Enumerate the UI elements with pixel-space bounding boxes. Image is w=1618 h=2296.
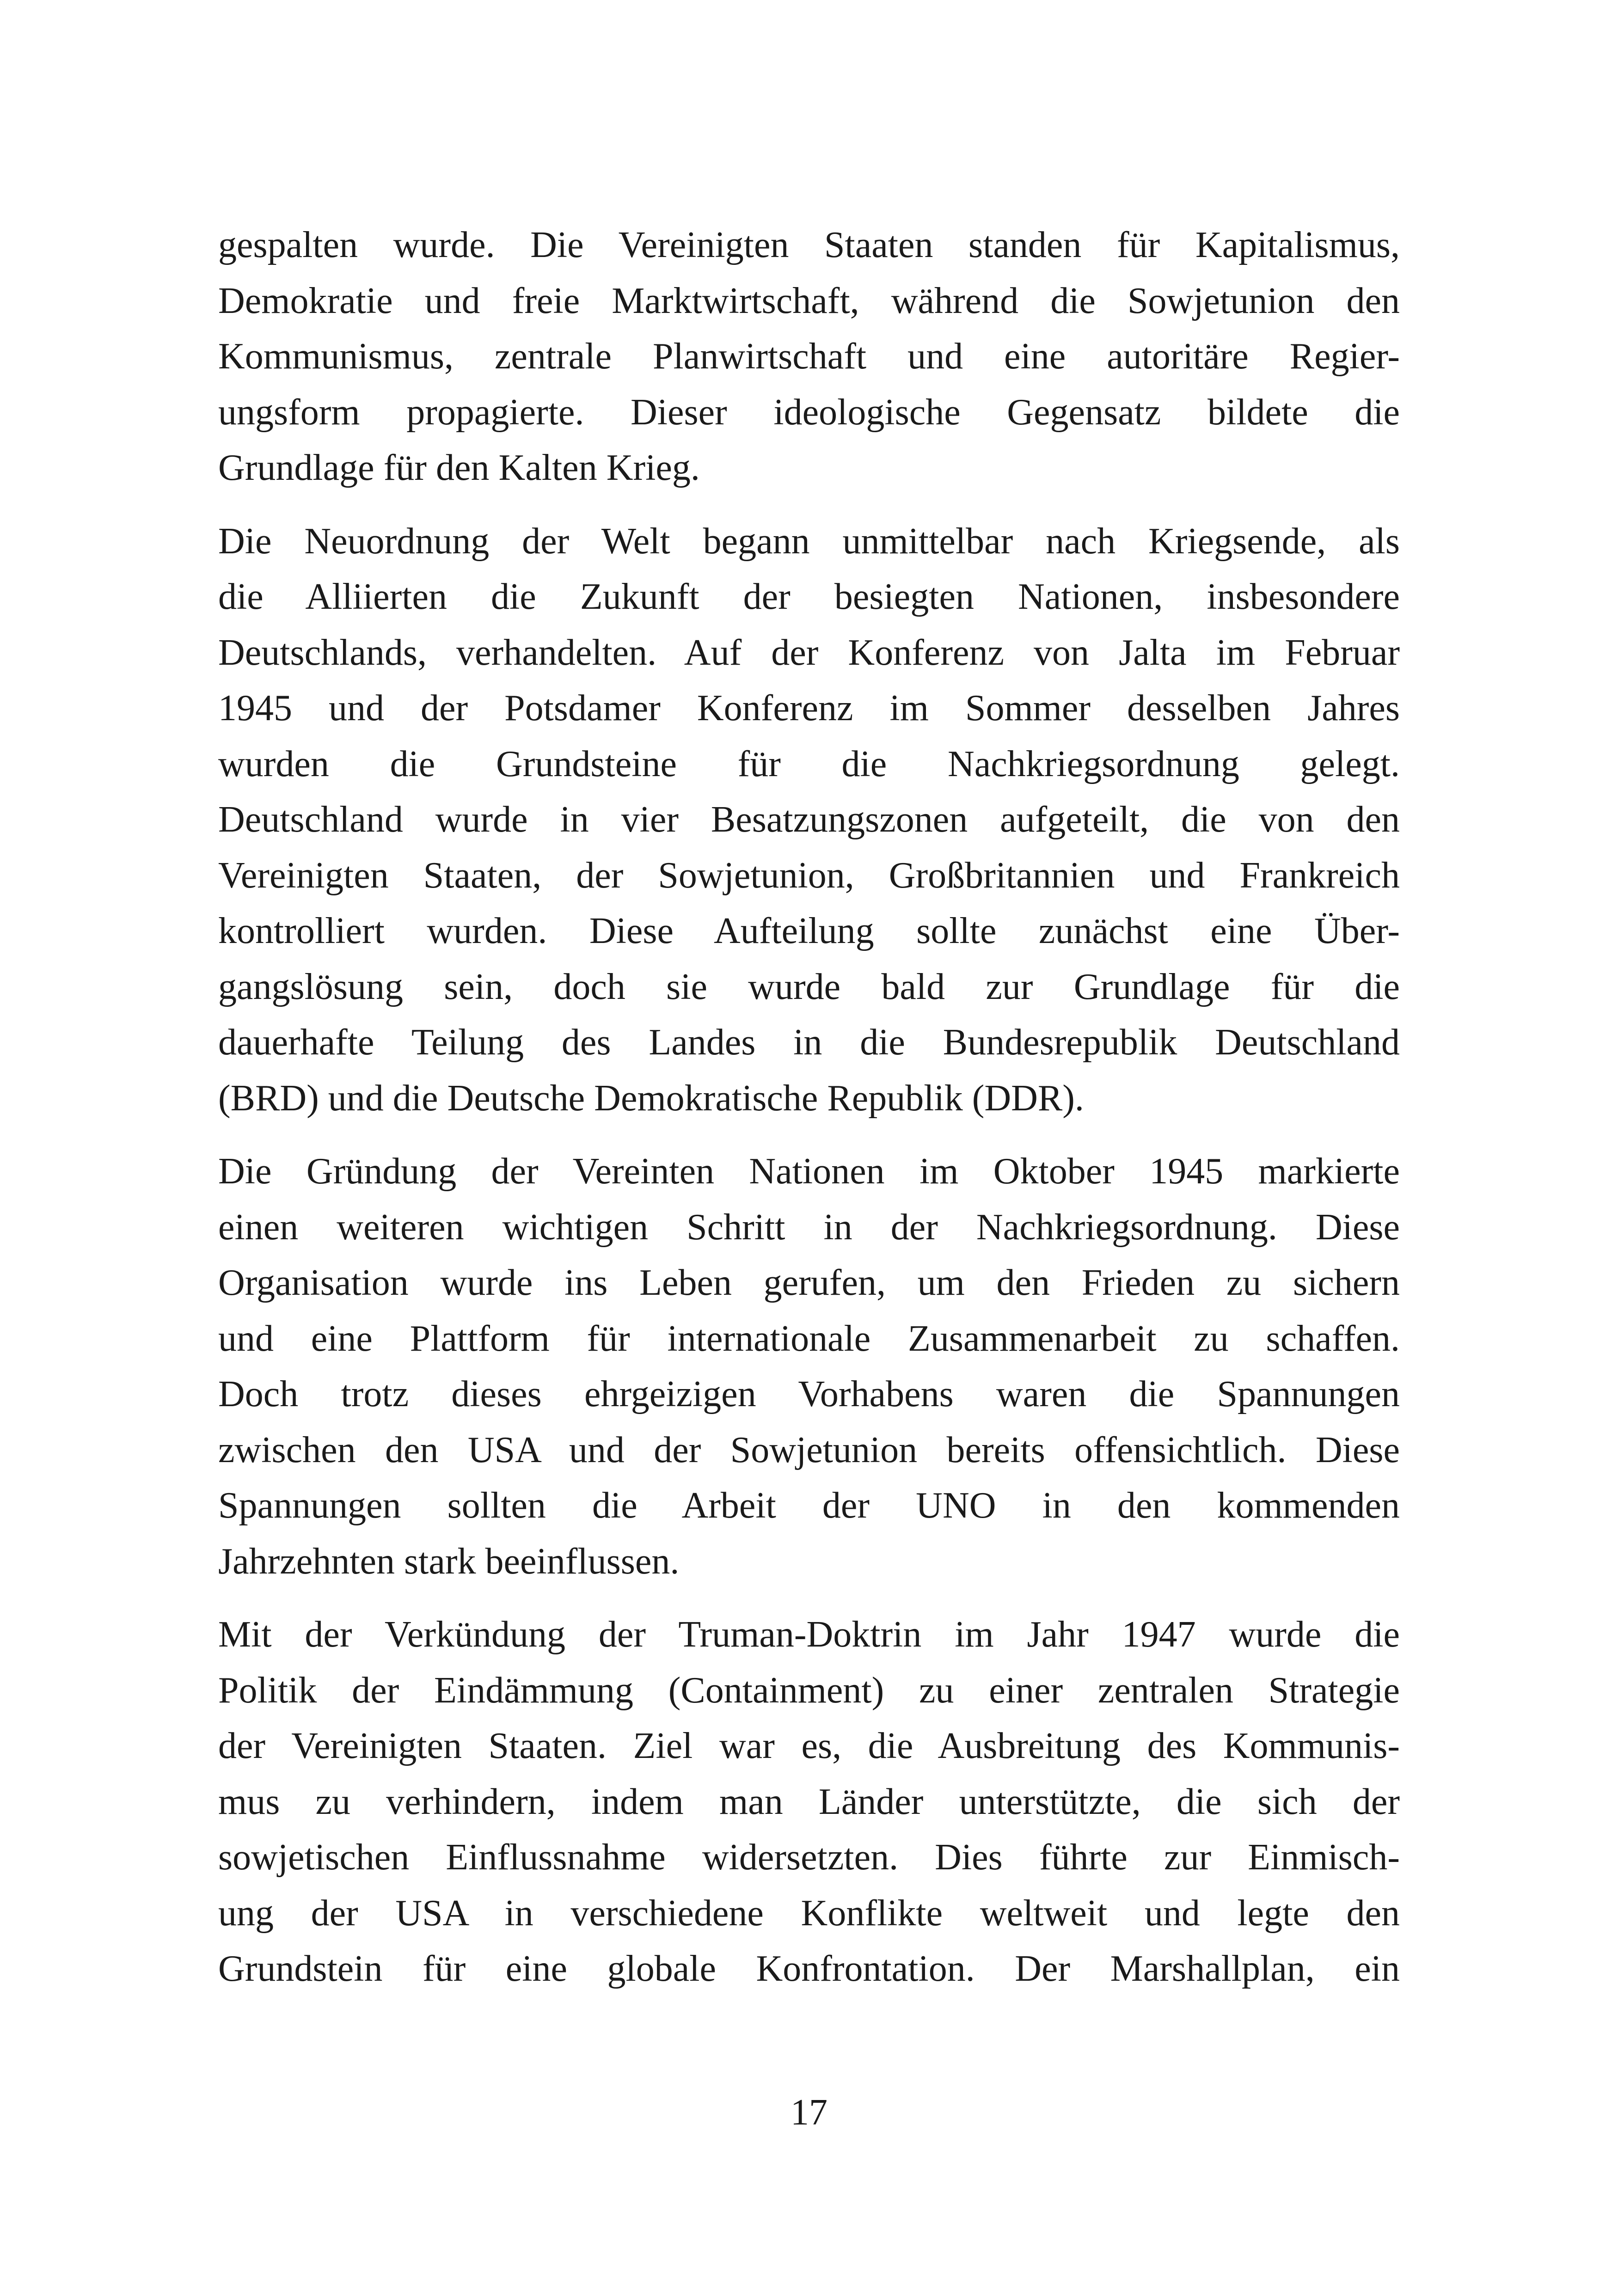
text-line: Spannungen sollten die Arbeit der UNO in den kommenden — [218, 1485, 1400, 1526]
text-line: Kommunismus, zentrale Planwirtschaft und eine autoritäre Regier- — [218, 336, 1400, 377]
paragraph — [218, 1607, 1400, 1997]
text-line: einen weiteren wichtigen Schritt in der Nachkriegsordnung. Diese — [218, 1206, 1400, 1248]
text-line: Demokratie und freie Marktwirtschaft, während die Sowjetunion den — [218, 280, 1400, 321]
text-line: Organisation wurde ins Leben gerufen, um den Frieden zu sichern — [218, 1262, 1400, 1303]
paragraph — [218, 1144, 1400, 1589]
text-line: dauerhafte Teilung des Landes in die Bundesrepublik Deutschland — [218, 1022, 1400, 1063]
body-text — [218, 217, 1400, 1997]
text-line: ung der USA in verschiedene Konflikte weltweit und legte den — [218, 1892, 1400, 1934]
text-line: Deutschlands, verhandelten. Auf der Konferenz von Jalta im Februar — [218, 632, 1400, 673]
text-line: Vereinigten Staaten, der Sowjetunion, Großbritannien und Frankreich — [218, 855, 1400, 896]
text-line: Die Neuordnung der Welt begann unmittelbar nach Kriegsende, als — [218, 520, 1400, 562]
text-line: zwischen den USA und der Sowjetunion bereits offensichtlich. Diese — [218, 1429, 1400, 1470]
text-line: ungsform propagierte. Dieser ideologische Gegensatz bildete die — [218, 392, 1400, 433]
text-line: Die Gründung der Vereinten Nationen im Oktober 1945 markierte — [218, 1151, 1400, 1192]
text-line: sowjetischen Einflussnahme widersetzten. Dies führte zur Einmisch- — [218, 1837, 1400, 1878]
text-line: Grundstein für eine globale Konfrontation. Der Marshallplan, ein — [218, 1948, 1400, 1989]
text-line: der Vereinigten Staaten. Ziel war es, die Ausbreitung des Kommunis- — [218, 1726, 1400, 1766]
text-line: Mit der Verkündung der Truman-Doktrin im Jahr 1947 wurde die — [218, 1614, 1400, 1655]
text-line: Doch trotz dieses ehrgeizigen Vorhabens waren die Spannungen — [218, 1374, 1400, 1414]
paragraph — [218, 217, 1400, 496]
text-line: 1945 und der Potsdamer Konferenz im Sommer desselben Jahres — [218, 688, 1400, 729]
text-line: wurden die Grundsteine für die Nachkriegsordnung gelegt. — [218, 743, 1400, 784]
paragraph — [218, 514, 1400, 1127]
text-line: Grundlage für den Kalten Krieg. — [218, 447, 700, 488]
text-line: Jahrzehnten stark beeinflussen. — [218, 1541, 680, 1582]
text-line: Politik der Eindämmung (Containment) zu einer zentralen Strategie — [218, 1670, 1400, 1711]
text-line: gespalten wurde. Die Vereinigten Staaten standen für Kapitalismus, — [218, 225, 1400, 265]
text-line: und eine Plattform für internationale Zusammenarbeit zu schaffen. — [218, 1318, 1400, 1359]
text-line: die Alliierten die Zukunft der besiegten Nationen, insbesondere — [218, 576, 1400, 617]
text-line: mus zu verhindern, indem man Länder unterstützte, die sich der — [218, 1781, 1400, 1822]
text-line: (BRD) und die Deutsche Demokratische Republik (DDR). — [218, 1078, 1084, 1119]
text-line: kontrolliert wurden. Diese Aufteilung sollte zunächst eine Über- — [218, 911, 1400, 951]
page-number: 17 — [791, 2092, 827, 2133]
text-line: gangslösung sein, doch sie wurde bald zur Grundlage für die — [218, 966, 1400, 1007]
text-line: Deutschland wurde in vier Besatzungszonen aufgeteilt, die von den — [218, 799, 1400, 840]
